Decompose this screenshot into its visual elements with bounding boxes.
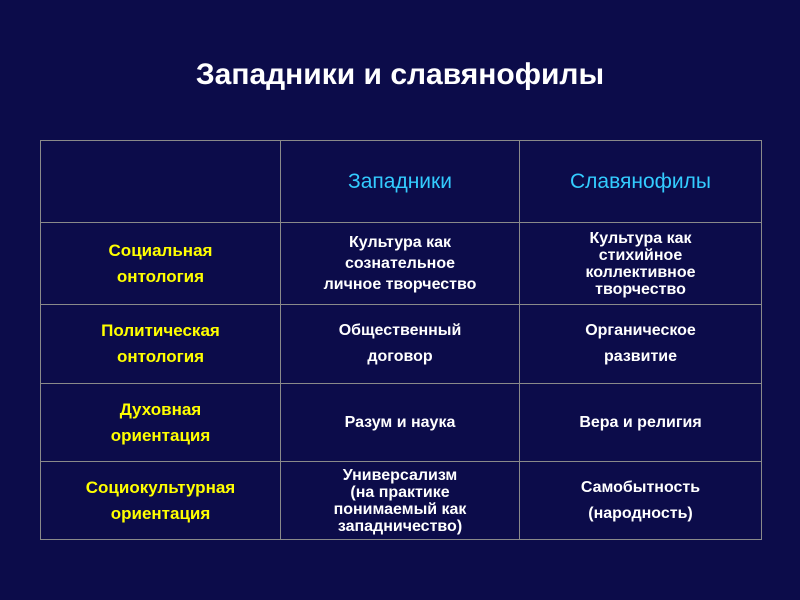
row-label-cell — [41, 223, 281, 304]
header-empty-cell — [41, 141, 281, 222]
westerners-value: Культура как сознательное личное творчество — [323, 234, 477, 293]
row-label: Социокультурная ориентация — [85, 477, 236, 523]
table-row — [41, 305, 761, 384]
westerners-cell — [281, 384, 520, 461]
header-slavophiles: Славянофилы — [569, 169, 712, 193]
table-row — [41, 223, 761, 305]
row-label-cell — [41, 305, 281, 383]
page-title: Западники и славянофилы — [195, 58, 605, 91]
row-label: Духовная ориентация — [110, 399, 211, 445]
table-header-row — [41, 141, 761, 223]
table-row — [41, 462, 761, 539]
westerners-cell — [281, 305, 520, 383]
row-label-cell — [41, 384, 281, 461]
westerners-cell — [281, 223, 520, 304]
westerners-value: Общественный договор — [338, 322, 462, 365]
slavophiles-cell — [520, 305, 761, 383]
westerners-value: Универсализм (на практике понимаемый как западничество) — [333, 466, 467, 535]
slavophiles-value: Культура как стихийное коллективное творчество — [585, 229, 696, 298]
slavophiles-value: Вера и религия — [579, 414, 702, 431]
westerners-value: Разум и наука — [344, 414, 456, 431]
westerners-cell — [281, 462, 520, 539]
slavophiles-cell — [520, 223, 761, 304]
slavophiles-value: Органическое развитие — [585, 322, 696, 365]
row-label: Политическая онтология — [101, 321, 220, 366]
slavophiles-cell — [520, 384, 761, 461]
row-label: Социальная онтология — [108, 240, 213, 286]
slavophiles-cell — [520, 462, 761, 539]
table-row — [41, 384, 761, 462]
slavophiles-value: Самобытность (народность) — [580, 478, 701, 522]
row-label-cell — [41, 462, 281, 539]
header-westerners: Западники — [281, 141, 520, 222]
comparison-table — [40, 140, 762, 540]
